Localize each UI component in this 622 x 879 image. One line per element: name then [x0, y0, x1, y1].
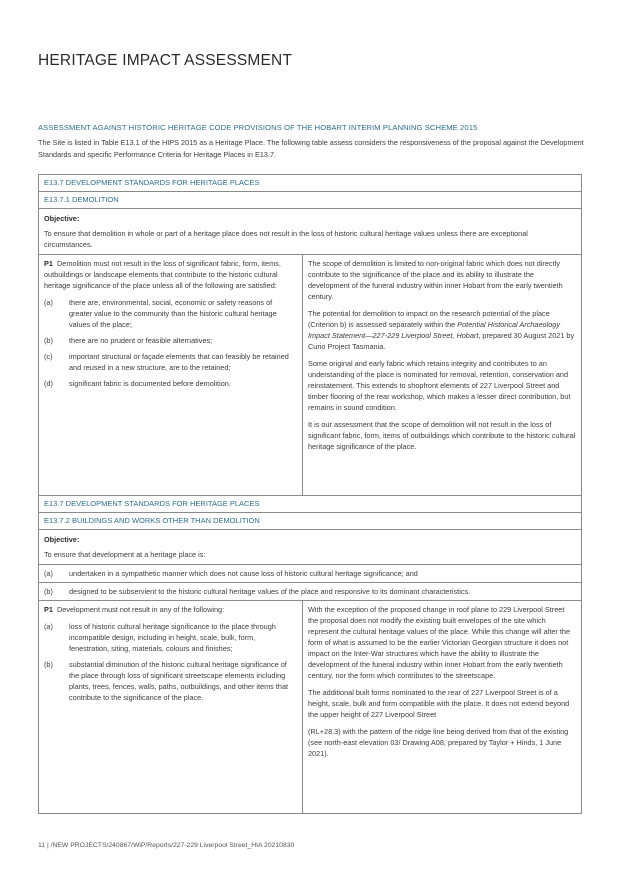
buildings-objective — [39, 530, 581, 565]
response-paragraph: The scope of demolition is limited to non-original fabric which does not directly contribute to the significance of the place and its ability to illustrate the development of the funeral industry within inner Hobart from the early twentieth century. — [308, 259, 563, 301]
objective-label: Objective: — [44, 214, 80, 223]
p1-criterion — [44, 604, 297, 615]
response-paragraph: It is our assessment that the scope of demolition will not result in the loss of significant fabric, form, items of outbuildings which contribute to the historic cultural heritage significance of the place. — [308, 420, 576, 451]
p1-text: Demolition must not result in the loss of significant fabric, form, items, outbuildings or landscape elements that contribute to the historic cultural heritage significance of the place unless all of the following are satisfied: — [44, 259, 281, 290]
response-paragraph: The additional built forms nominated to the rear of 227 Liverpool Street is of a height, scale, bulk and form compatible with the place. It does not extend beyond the upper height of 227 Liverpool Street — [308, 688, 570, 719]
objective-label: Objective: — [44, 535, 80, 544]
performance-criteria-cell — [39, 601, 303, 813]
response-paragraph: Some original and early fabric which retains integrity and contributes to an understanding of the place is nominated for removal, retention, conservation and reinstatement. This extends to shopfront elements of 227 Liverpool Street and timber flooring of the rear workshop, which makes a lesser direct contribution, but remains in sound condition. — [308, 359, 571, 412]
page-footer: 11 | /NEW PROJECTS/240867/WiP/Reports/227-229 Liverpool Street_HIA 20210830 — [38, 842, 295, 849]
p1-label: P1 — [44, 259, 53, 268]
heritage-standards-table — [38, 174, 582, 814]
list-item: (a) loss of historic cultural heritage significance to the place through incompatible design, including in height, scale, bulk, form, fenestration, siting, materials, colours and finishes; — [44, 622, 276, 653]
demolition-criteria-row — [39, 255, 581, 496]
intro-paragraph: The Site is listed in Table E13.1 of the HIPS 2015 as a Heritage Place. The following table assess considers the responsiveness of the proposal against the Development Standards and specific Performance Criteria for Heritage Places in E13.7. — [38, 138, 584, 159]
list-item: (b) substantial diminution of the historic cultural heritage significance of the place through loss of significant streetscape elements including plants, trees, fences, walls, paths, outbuildings, and other items that contribute to the significance of the place. — [44, 660, 289, 702]
table-header-demolition-standards: E13.7 DEVELOPMENT STANDARDS FOR HERITAGE PLACES — [39, 175, 581, 192]
performance-criteria-cell — [39, 255, 303, 495]
demolition-objective — [39, 209, 581, 255]
list-item: (c) important structural or façade elements that can feasibly be retained and reused in a new structure, are to the retained; — [44, 352, 289, 372]
p1-criterion — [44, 258, 297, 291]
p1-text: Development must not result in any of the following: — [57, 605, 225, 614]
objective-item: (a) undertaken in a sympathetic manner which does not cause loss of historic cultural heritage significance; and — [39, 565, 581, 583]
response-paragraph: The potential for demolition to impact on the research potential of the place (Criterion b) is assessed separately within the Potential Historical Archaeology Impact Statement—227-229 Liverpool Street, Hobart, prepared 30 August 2021 by Curio Project Tasmania. — [308, 309, 575, 351]
list-item: (a) there are, environmental, social, economic or safety reasons of greater value to the community than the historic cultural heritage values of the place; — [44, 298, 277, 329]
response-paragraph: With the exception of the proposed change in roof plane to 229 Liverpool Street the proposal does not modify the existing built envelopes of the site which represent the cultural heritage values of the place. While this change will alter the form of what is assumed to be the earlier Victorian Georgian structure it does not impact on the Inter-War structures which have the ability to illustrate the development of the funeral industry within inner Hobart from the early twentieth century, nor the form which contributes to the streetscape. — [308, 605, 571, 680]
page-title: HERITAGE IMPACT ASSESSMENT — [38, 52, 293, 69]
objective-text: To ensure that development at a heritage place is: — [44, 550, 206, 559]
assessment-response-cell — [303, 255, 581, 495]
response-paragraph: (RL+28.3) with the pattern of the ridge line being derived from that of the existing (see north-east elevation 03/ Drawing A08, prepared by Taylor + Hinds, 1 June 2021). — [308, 727, 569, 758]
demolition-subheading: E13.7.1 DEMOLITION — [39, 192, 581, 209]
buildings-subheading: E13.7.2 BUILDINGS AND WORKS OTHER THAN DEMOLITION — [39, 513, 581, 530]
objective-item: (b) designed to be subservient to the historic cultural heritage values of the place and responsive to its dominant characteristics. — [39, 583, 581, 601]
p1-label: P1 — [44, 605, 53, 614]
assessment-response-cell — [303, 601, 581, 813]
objective-text: To ensure that demolition in whole or part of a heritage place does not result in the loss of historic cultural heritage values unless there are exceptional circumstances. — [44, 229, 528, 249]
section-heading: ASSESSMENT AGAINST HISTORIC HERITAGE CODE PROVISIONS OF THE HOBART INTERIM PLANNING SCHEME 2015 — [38, 123, 478, 132]
list-item: (b) there are no prudent or feasible alternatives; — [44, 336, 213, 345]
list-item: (d) significant fabric is documented before demolition. — [44, 379, 231, 388]
buildings-criteria-row — [39, 601, 581, 813]
table-header-buildings-standards: E13.7 DEVELOPMENT STANDARDS FOR HERITAGE PLACES — [39, 496, 581, 513]
